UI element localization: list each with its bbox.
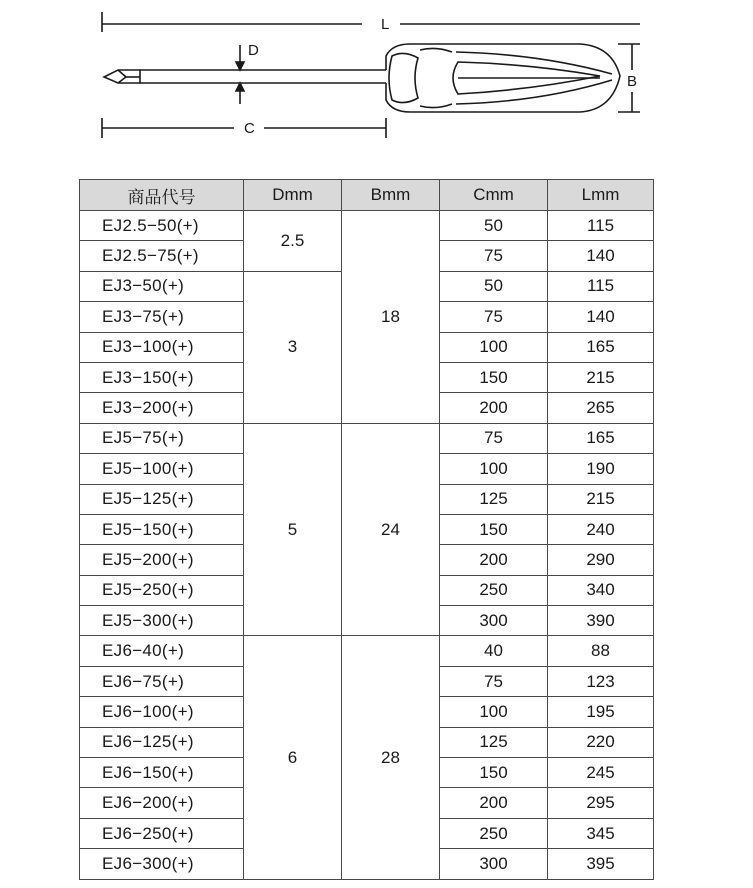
header-dmm: Dmm [244, 180, 342, 211]
d-cell: 3 [244, 271, 342, 423]
model-cell: EJ6−150(+) [80, 758, 244, 788]
l-cell: 195 [548, 697, 654, 727]
c-cell: 125 [440, 484, 548, 514]
c-cell: 300 [440, 849, 548, 879]
label-C: C [244, 120, 255, 137]
model-cell: EJ5−75(+) [80, 423, 244, 453]
model-cell: EJ5−250(+) [80, 575, 244, 605]
c-cell: 75 [440, 241, 548, 271]
model-cell: EJ6−125(+) [80, 727, 244, 757]
model-cell: EJ3−200(+) [80, 393, 244, 423]
c-cell: 200 [440, 545, 548, 575]
d-cell: 2.5 [244, 211, 342, 272]
table-row [80, 423, 654, 453]
model-cell: EJ3−50(+) [80, 271, 244, 301]
header-lmm: Lmm [548, 180, 654, 211]
label-B: B [627, 73, 638, 90]
model-cell: EJ2.5−75(+) [80, 241, 244, 271]
l-cell: 395 [548, 849, 654, 879]
c-cell: 200 [440, 393, 548, 423]
model-cell: EJ6−40(+) [80, 636, 244, 666]
c-cell: 150 [440, 758, 548, 788]
l-cell: 88 [548, 636, 654, 666]
l-cell: 245 [548, 758, 654, 788]
spec-table [79, 179, 654, 880]
l-cell: 140 [548, 302, 654, 332]
c-cell: 250 [440, 575, 548, 605]
c-cell: 250 [440, 818, 548, 848]
model-cell: EJ5−150(+) [80, 514, 244, 544]
l-cell: 165 [548, 423, 654, 453]
l-cell: 340 [548, 575, 654, 605]
l-cell: 165 [548, 332, 654, 362]
c-cell: 50 [440, 271, 548, 301]
model-cell: EJ5−125(+) [80, 484, 244, 514]
c-cell: 100 [440, 454, 548, 484]
d-cell: 5 [244, 423, 342, 636]
c-cell: 100 [440, 332, 548, 362]
c-cell: 125 [440, 727, 548, 757]
l-cell: 190 [548, 454, 654, 484]
model-cell: EJ6−100(+) [80, 697, 244, 727]
c-cell: 200 [440, 788, 548, 818]
b-cell: 18 [342, 211, 440, 424]
l-cell: 345 [548, 818, 654, 848]
model-cell: EJ3−75(+) [80, 302, 244, 332]
model-cell: EJ6−200(+) [80, 788, 244, 818]
l-cell: 265 [548, 393, 654, 423]
model-cell: EJ6−300(+) [80, 849, 244, 879]
c-cell: 75 [440, 423, 548, 453]
l-cell: 390 [548, 606, 654, 636]
c-cell: 150 [440, 514, 548, 544]
model-cell: EJ5−300(+) [80, 606, 244, 636]
l-cell: 123 [548, 666, 654, 696]
l-cell: 140 [548, 241, 654, 271]
model-cell: EJ5−200(+) [80, 545, 244, 575]
c-cell: 300 [440, 606, 548, 636]
header-cmm: Cmm [440, 180, 548, 211]
l-cell: 115 [548, 271, 654, 301]
d-cell: 6 [244, 636, 342, 879]
l-cell: 295 [548, 788, 654, 818]
model-cell: EJ3−100(+) [80, 332, 244, 362]
c-cell: 100 [440, 697, 548, 727]
model-cell: EJ5−100(+) [80, 454, 244, 484]
c-cell: 75 [440, 302, 548, 332]
header-bmm: Bmm [342, 180, 440, 211]
b-cell: 24 [342, 423, 440, 636]
l-cell: 215 [548, 362, 654, 392]
b-cell: 28 [342, 636, 440, 879]
table-row [80, 211, 654, 241]
l-cell: 220 [548, 727, 654, 757]
header-model: 商品代号 [80, 180, 244, 211]
c-cell: 50 [440, 211, 548, 241]
model-cell: EJ6−250(+) [80, 818, 244, 848]
model-cell: EJ6−75(+) [80, 666, 244, 696]
label-L: L [381, 16, 390, 33]
model-cell: EJ2.5−50(+) [80, 211, 244, 241]
c-cell: 150 [440, 362, 548, 392]
c-cell: 40 [440, 636, 548, 666]
l-cell: 115 [548, 211, 654, 241]
screwdriver-dimension-diagram [0, 0, 753, 170]
table-row [80, 636, 654, 666]
table-header-row [80, 180, 654, 211]
l-cell: 240 [548, 514, 654, 544]
l-cell: 290 [548, 545, 654, 575]
l-cell: 215 [548, 484, 654, 514]
model-cell: EJ3−150(+) [80, 362, 244, 392]
label-D: D [248, 42, 259, 59]
c-cell: 75 [440, 666, 548, 696]
